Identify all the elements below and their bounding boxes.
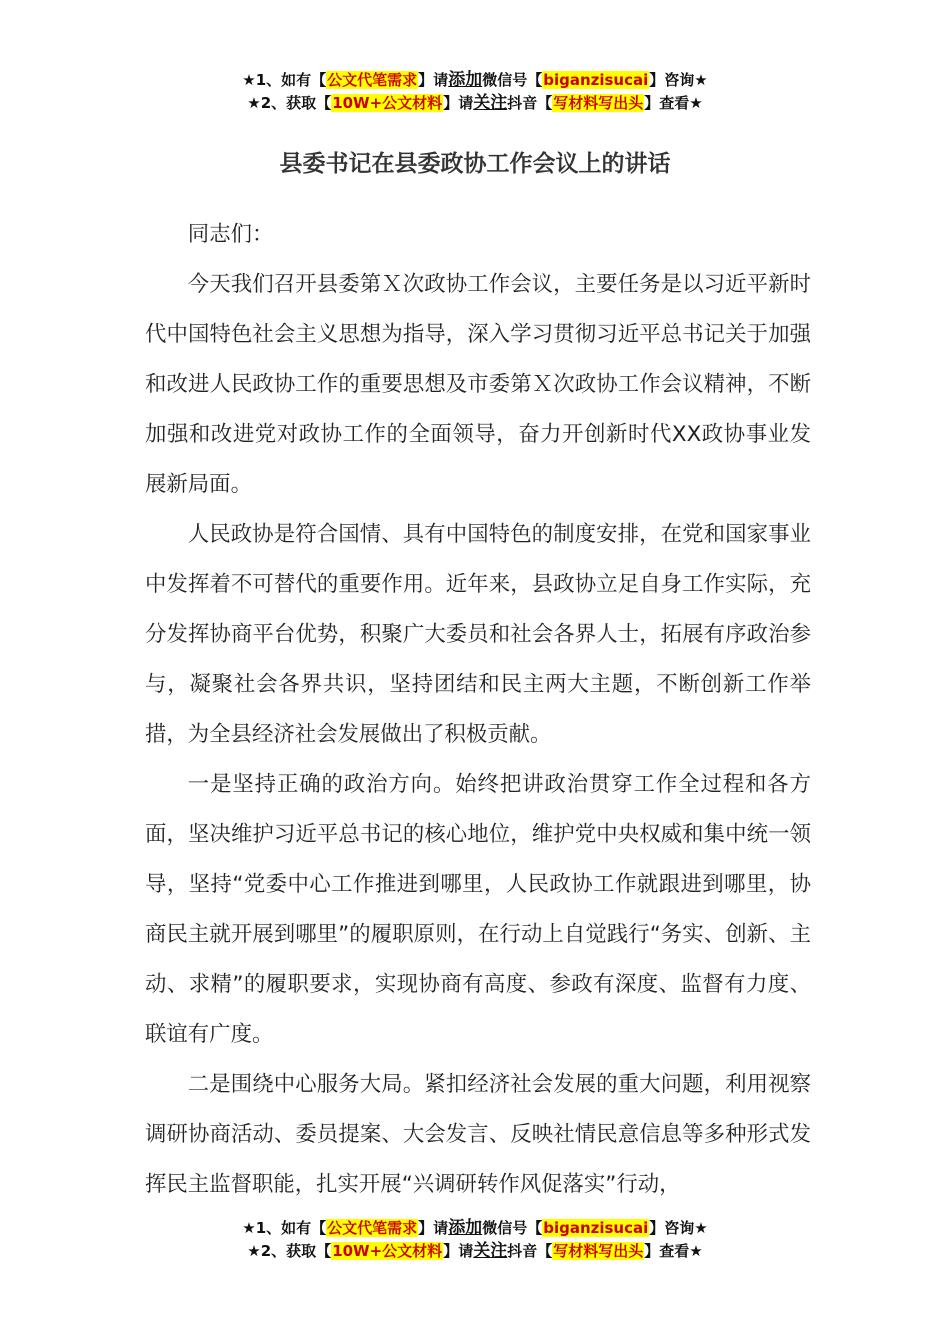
banner-line-2-mid2: 抖音【: [507, 94, 553, 112]
footer-banner: [0, 1217, 950, 1263]
document-body: [145, 210, 811, 1210]
footer-line-1-highlight-wechat: biganzisucai: [543, 1219, 649, 1237]
banner-line-1-emphasis: 添加: [448, 70, 483, 90]
banner-line-2-highlight-douyin: 写材料写出头: [553, 94, 644, 112]
footer-line-1-mid2: 微信号【: [482, 1219, 543, 1237]
footer-line-2-highlight-materials: 10W+公文材料: [332, 1242, 443, 1260]
document-title: 县委书记在县委政协工作会议上的讲话: [279, 151, 671, 177]
header-banner: [0, 69, 950, 115]
banner-line-1-suffix: 】咨询★: [649, 71, 708, 89]
footer-line-2-highlight-douyin: 写材料写出头: [553, 1242, 644, 1260]
footer-line-1-highlight-service: 公文代笔需求: [327, 1219, 418, 1237]
banner-line-2-suffix: 】查看★: [644, 94, 703, 112]
paragraph-4: 二是围绕中心服务大局。紧扣经济社会发展的重大问题，利用视察调研协商活动、委员提案、大会发言、反映社情民意信息等多种形式发挥民主监督职能，扎实开展“兴调研转作风促落实”行动，: [145, 1072, 811, 1197]
banner-line-1-highlight-wechat: biganzisucai: [543, 71, 649, 89]
paragraph-1: 今天我们召开县委第Ｘ次政协工作会议，主要任务是以习近平新时代中国特色社会主义思想为指导，深入学习贯彻习近平总书记关于加强和改进人民政协工作的重要思想及市委第Ｘ次政协工作会议精神，不断加强和改进党对政协工作的全面领导，奋力开创新时代XX政协事业发展新局面。: [145, 272, 811, 497]
banner-line-1: [0, 69, 950, 92]
banner-line-2-mid: 】请: [443, 94, 474, 112]
footer-line-2-suffix: 】查看★: [644, 1242, 703, 1260]
footer-line-1-suffix: 】咨询★: [649, 1219, 708, 1237]
banner-line-1-mid: 】请: [418, 71, 449, 89]
footer-line-2-mid: 】请: [443, 1242, 474, 1260]
paragraph-2: 人民政协是符合国情、具有中国特色的制度安排，在党和国家事业中发挥着不可替代的重要作用。近年来，县政协立足自身工作实际，充分发挥协商平台优势，积聚广大委员和社会各界人士，拓展有序政治参与，凝聚社会各界共识，坚持团结和民主两大主题，不断创新工作举措，为全县经济社会发展做出了积极贡献。: [145, 522, 811, 747]
salutation: 同志们：: [187, 222, 274, 247]
footer-banner-line-2: [0, 1240, 950, 1263]
footer-banner-line-1: [0, 1217, 950, 1240]
footer-line-1-emphasis: 添加: [448, 1218, 483, 1238]
banner-line-2-emphasis: 关注: [473, 93, 508, 113]
footer-line-2-prefix: ★2、获取【: [247, 1242, 332, 1260]
footer-line-2-mid2: 抖音【: [507, 1242, 553, 1260]
banner-line-2: [0, 92, 950, 115]
footer-line-2-emphasis: 关注: [473, 1241, 508, 1261]
footer-line-1-prefix: ★1、如有【: [242, 1219, 327, 1237]
banner-line-1-highlight-service: 公文代笔需求: [327, 71, 418, 89]
footer-line-1-mid: 】请: [418, 1219, 449, 1237]
banner-line-2-prefix: ★2、获取【: [247, 94, 332, 112]
paragraph-3: 一是坚持正确的政治方向。始终把讲政治贯穿工作全过程和各方面，坚决维护习近平总书记的核心地位，维护党中央权威和集中统一领导，坚持“党委中心工作推进到哪里，人民政协工作就跟进到哪里，协商民主就开展到哪里”的履职原则，在行动上自觉践行“务实、创新、主动、求精”的履职要求，实现协商有高度、参政有深度、监督有力度、联谊有广度。: [145, 772, 811, 1047]
banner-line-1-mid2: 微信号【: [482, 71, 543, 89]
banner-line-2-highlight-materials: 10W+公文材料: [332, 94, 443, 112]
banner-line-1-prefix: ★1、如有【: [242, 71, 327, 89]
